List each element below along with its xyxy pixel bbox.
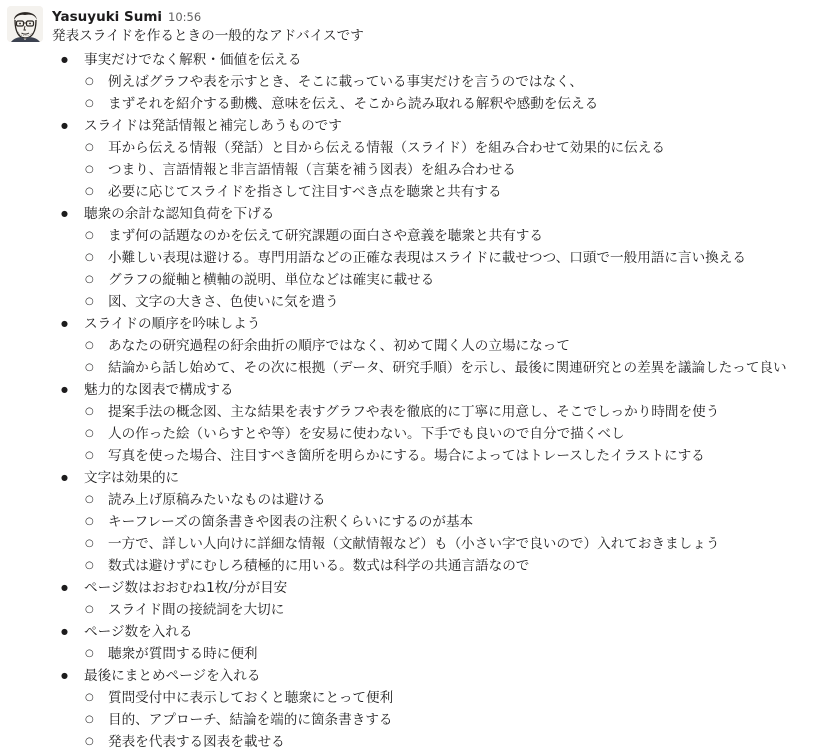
user-avatar[interactable] (7, 6, 43, 42)
hollow-bullet-icon: ○ (85, 428, 94, 439)
list-item-level2 (52, 599, 787, 621)
list-item-level2 (52, 489, 787, 511)
hollow-bullet-icon: ○ (85, 406, 94, 417)
list-item-level2 (52, 335, 787, 357)
list-item-level2 (52, 93, 787, 115)
list-item-level2 (52, 401, 787, 423)
sub-item-text: 写真を使った場合、注目すべき箇所を明らかにする。場合によってはトレースしたイラストにする (108, 448, 705, 464)
filled-bullet-icon: ● (61, 319, 68, 328)
list-item-level1 (52, 621, 787, 643)
sub-item-text: 結論から話し始めて、その次に根拠（データ、研究手順）を示し、最後に関連研究との差異を議論したって良い (108, 360, 787, 376)
hollow-bullet-icon: ○ (85, 560, 94, 571)
sub-item-text: スライド間の接続詞を大切に (108, 602, 285, 618)
list-item-level1 (52, 115, 787, 137)
hollow-bullet-icon: ○ (85, 98, 94, 109)
list-item-level2 (52, 709, 787, 731)
hollow-bullet-icon: ○ (85, 340, 94, 351)
list-item-level2 (52, 731, 787, 753)
list-item-level2 (52, 181, 787, 203)
list-item-level2 (52, 71, 787, 93)
message-timestamp[interactable]: 10:56 (168, 10, 202, 24)
list-item-level2 (52, 137, 787, 159)
list-item-text: ページ数はおおむね1枚/分が目安 (84, 580, 288, 596)
sub-item-text: つまり、言語情報と非言語情報（言葉を補う図表）を組み合わせる (108, 162, 516, 178)
hollow-bullet-icon: ○ (85, 164, 94, 175)
sub-item-text: 人の作った絵（いらすとや等）を安易に使わない。下手でも良いので自分で描くべし (108, 426, 625, 442)
filled-bullet-icon: ● (61, 473, 68, 482)
sub-item-text: 発表を代表する図表を載せる (108, 734, 285, 750)
list-item-text: ページ数を入れる (84, 624, 193, 640)
list-item-level2 (52, 533, 787, 555)
list-item-level2 (52, 423, 787, 445)
list-item-level1 (52, 665, 787, 687)
hollow-bullet-icon: ○ (85, 186, 94, 197)
sub-item-text: 図、文字の大きさ、色使いに気を遣う (108, 294, 339, 310)
list-item-level2 (52, 357, 787, 379)
sub-item-text: 小難しい表現は避ける。専門用語などの正確な表現はスライドに載せつつ、口頭で一般用語に言い換える (108, 250, 746, 266)
list-item-text: スライドの順序を吟味しよう (84, 316, 261, 332)
hollow-bullet-icon: ○ (85, 362, 94, 373)
list-item-text: 最後にまとめページを入れる (84, 668, 261, 684)
hollow-bullet-icon: ○ (85, 296, 94, 307)
list-item-level1 (52, 467, 787, 489)
sub-item-text: 目的、アプローチ、結論を端的に箇条書きする (108, 712, 393, 728)
list-item-level2 (52, 555, 787, 577)
list-item-level2 (52, 445, 787, 467)
list-item-level1 (52, 577, 787, 599)
list-item-level2 (52, 643, 787, 665)
list-item-level1 (52, 379, 787, 401)
hollow-bullet-icon: ○ (85, 274, 94, 285)
list-item-text: スライドは発話情報と補完しあうものです (84, 118, 342, 134)
sub-item-text: まず何の話題なのかを伝えて研究課題の面白さや意義を聴衆と共有する (108, 228, 543, 244)
hollow-bullet-icon: ○ (85, 516, 94, 527)
sub-item-text: 数式は避けずにむしろ積極的に用いる。数式は科学の共通言語なので (108, 558, 530, 574)
list-item-level1 (52, 313, 787, 335)
hollow-bullet-icon: ○ (85, 648, 94, 659)
list-item-text: 文字は効果的に (84, 470, 180, 486)
filled-bullet-icon: ● (61, 583, 68, 592)
hollow-bullet-icon: ○ (85, 450, 94, 461)
list-item-text: 聴衆の余計な認知負荷を下げる (84, 206, 275, 222)
list-item-level2 (52, 159, 787, 181)
message-intro: 発表スライドを作るときの一般的なアドバイスです (52, 28, 364, 44)
hollow-bullet-icon: ○ (85, 494, 94, 505)
hollow-bullet-icon: ○ (85, 252, 94, 263)
hollow-bullet-icon: ○ (85, 736, 94, 747)
filled-bullet-icon: ● (61, 671, 68, 680)
message-header (52, 6, 201, 26)
sub-item-text: 聴衆が質問する時に便利 (108, 646, 258, 662)
hollow-bullet-icon: ○ (85, 538, 94, 549)
hollow-bullet-icon: ○ (85, 230, 94, 241)
hollow-bullet-icon: ○ (85, 604, 94, 615)
sub-item-text: 例えばグラフや表を示すとき、そこに載っている事実だけを言うのではなく、 (108, 74, 583, 90)
sub-item-text: 提案手法の概念図、主な結果を表すグラフや表を徹底的に丁寧に用意し、そこでしっかり時間を使う (108, 404, 720, 420)
list-item-text: 魅力的な図表で構成する (84, 382, 234, 398)
hollow-bullet-icon: ○ (85, 714, 94, 725)
sub-item-text: 耳から伝える情報（発話）と目から伝える情報（スライド）を組み合わせて効果的に伝える (108, 140, 665, 156)
filled-bullet-icon: ● (61, 385, 68, 394)
author-name[interactable]: Yasuyuki Sumi (52, 9, 163, 25)
list-item-level2 (52, 269, 787, 291)
list-item-level2 (52, 511, 787, 533)
filled-bullet-icon: ● (61, 55, 68, 64)
advice-list (52, 49, 787, 753)
filled-bullet-icon: ● (61, 121, 68, 130)
sub-item-text: グラフの縦軸と横軸の説明、単位などは確実に載せる (108, 272, 435, 288)
sub-item-text: あなたの研究過程の紆余曲折の順序ではなく、初めて聞く人の立場になって (108, 338, 570, 354)
sub-item-text: 必要に応じてスライドを指さして注目すべき点を聴衆と共有する (108, 184, 502, 200)
list-item-level2 (52, 247, 787, 269)
hollow-bullet-icon: ○ (85, 142, 94, 153)
sub-item-text: まずそれを紹介する動機、意味を伝え、そこから読み取れる解釈や感動を伝える (108, 96, 599, 112)
filled-bullet-icon: ● (61, 209, 68, 218)
filled-bullet-icon: ● (61, 627, 68, 636)
hollow-bullet-icon: ○ (85, 692, 94, 703)
sub-item-text: キーフレーズの箇条書きや図表の注釈くらいにするのが基本 (108, 514, 474, 530)
list-item-text: 事実だけでなく解釈・価値を伝える (84, 52, 302, 68)
avatar-portrait-icon (7, 6, 43, 42)
hollow-bullet-icon: ○ (85, 76, 94, 87)
list-item-level2 (52, 687, 787, 709)
sub-item-text: 読み上げ原稿みたいなものは避ける (108, 492, 326, 508)
list-item-level1 (52, 203, 787, 225)
list-item-level2 (52, 291, 787, 313)
sub-item-text: 質問受付中に表示しておくと聴衆にとって便利 (108, 690, 394, 706)
list-item-level1 (52, 49, 787, 71)
sub-item-text: 一方で、詳しい人向けに詳細な情報（文献情報など）も（小さい字で良いので）入れておきましょう (108, 536, 720, 552)
list-item-level2 (52, 225, 787, 247)
